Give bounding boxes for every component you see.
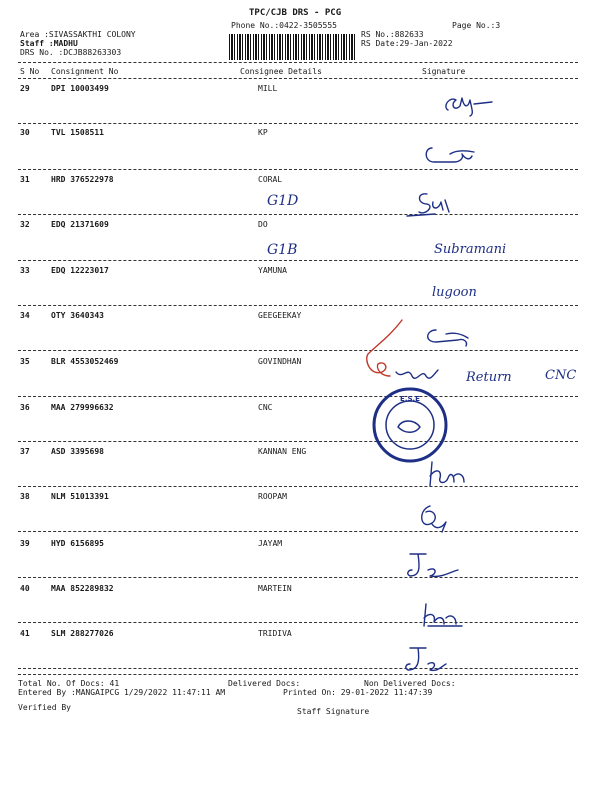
handwritten-lugoon: lugoon [432, 285, 477, 300]
handwritten-cnc: CNC [545, 368, 577, 383]
row-sno: 41 [20, 629, 30, 638]
row-consignment: EDQ 12223017 [51, 266, 109, 275]
row-rule [18, 441, 578, 442]
row-sno: 35 [20, 357, 30, 366]
row-consignment: MAA 852289832 [51, 584, 114, 593]
column-consignment: Consignment No [51, 67, 119, 76]
row-rule [18, 622, 578, 623]
row-sno: 39 [20, 539, 30, 548]
row-consignment: MAA 279996632 [51, 403, 114, 412]
delivered-docs: Delivered Docs: [228, 679, 301, 688]
row-rule [18, 668, 578, 669]
row-rule [18, 486, 578, 487]
footer-rule [18, 674, 578, 675]
row-rule [18, 531, 578, 532]
column-signature: Signature [422, 67, 466, 76]
row-consignment: EDQ 21371609 [51, 220, 109, 229]
row-consignee: YAMUNA [258, 266, 287, 275]
row-sno: 36 [20, 403, 30, 412]
page-number: Page No.:3 [452, 21, 501, 30]
column-consignee: Consignee Details [240, 67, 322, 76]
drs-number: DRS No. :DCJB88263303 [20, 48, 122, 57]
handwritten-subramani: Subramani [434, 242, 507, 257]
handwritten-g1b: G1B [267, 242, 298, 258]
row-consignee: MILL [258, 84, 278, 93]
document-title: TPC/CJB DRS - PCG [249, 8, 342, 18]
signature-31 [405, 186, 475, 220]
row-consignment: NLM 51013391 [51, 492, 109, 501]
signature-38 [412, 502, 452, 536]
row-consignment: ASD 3395698 [51, 447, 104, 456]
row-rule [18, 214, 578, 215]
row-consignee: JAYAM [258, 539, 283, 548]
header-bottom-rule [18, 78, 578, 79]
signature-40 [418, 600, 468, 630]
row-rule [18, 123, 578, 124]
row-consignment: HRD 376522978 [51, 175, 114, 184]
row-rule [18, 396, 578, 397]
barcode [229, 34, 355, 60]
row-sno: 29 [20, 84, 30, 93]
row-consignee: ROOPAM [258, 492, 287, 501]
total-docs: Total No. Of Docs: 41 [18, 679, 120, 688]
row-consignee: KANNAN ENG [258, 447, 307, 456]
row-consignee: GOVINDHAN [258, 357, 302, 366]
row-rule [18, 577, 578, 578]
row-consignee: KP [258, 128, 268, 137]
row-sno: 30 [20, 128, 30, 137]
row-sno: 31 [20, 175, 30, 184]
signature-35 [392, 356, 442, 386]
rs-date: RS Date:29-Jan-2022 [361, 39, 453, 48]
area-field: Area :SIVASSAKTHI COLONY [20, 30, 136, 39]
handwritten-g1d: G1D [267, 193, 299, 209]
handwritten-return: Return [466, 370, 512, 385]
staff-signature: Staff Signature [297, 707, 370, 716]
signature-29 [440, 88, 500, 118]
row-rule [18, 260, 578, 261]
entered-by: Entered By :MANGAIPCG 1/29/2022 11:47:11 AM [18, 688, 226, 697]
non-delivered-docs: Non Delivered Docs: [364, 679, 456, 688]
row-consignment: BLR 4553052469 [51, 357, 119, 366]
row-sno: 34 [20, 311, 30, 320]
row-consignee: CNC [258, 403, 273, 412]
row-consignee: GEEGEEKAY [258, 311, 302, 320]
row-rule [18, 350, 578, 351]
row-consignee: DO [258, 220, 268, 229]
signature-39 [402, 548, 462, 584]
row-rule [18, 169, 578, 170]
row-sno: 37 [20, 447, 30, 456]
verified-by: Verified By [18, 703, 71, 712]
rs-number: RS No.:882633 [361, 30, 424, 39]
row-consignment: TVL 1508511 [51, 128, 104, 137]
row-sno: 38 [20, 492, 30, 501]
header-top-rule [18, 62, 578, 63]
row-sno: 33 [20, 266, 30, 275]
row-consignee: CORAL [258, 175, 283, 184]
row-sno: 32 [20, 220, 30, 229]
company-stamp [370, 385, 450, 465]
signature-37 [424, 458, 474, 492]
row-consignment: HYD 6156895 [51, 539, 104, 548]
signature-41 [400, 644, 450, 678]
row-rule [18, 305, 578, 306]
row-consignee: TRIDIVA [258, 629, 292, 638]
printed-on: Printed On: 29-01-2022 11:47:39 [283, 688, 433, 697]
row-consignment: DPI 10003499 [51, 84, 109, 93]
row-sno: 40 [20, 584, 30, 593]
signature-30 [420, 140, 490, 170]
row-consignment: SLM 288277026 [51, 629, 114, 638]
stamp-text: E.S.E [400, 395, 420, 403]
phone-number: Phone No.:0422-3505555 [231, 21, 337, 30]
signature-34 [418, 324, 488, 354]
row-consignee: MARTEIN [258, 584, 292, 593]
column-sno: S No [20, 67, 40, 76]
staff-field: Staff :MADHU [20, 39, 78, 48]
row-consignment: OTY 3640343 [51, 311, 104, 320]
